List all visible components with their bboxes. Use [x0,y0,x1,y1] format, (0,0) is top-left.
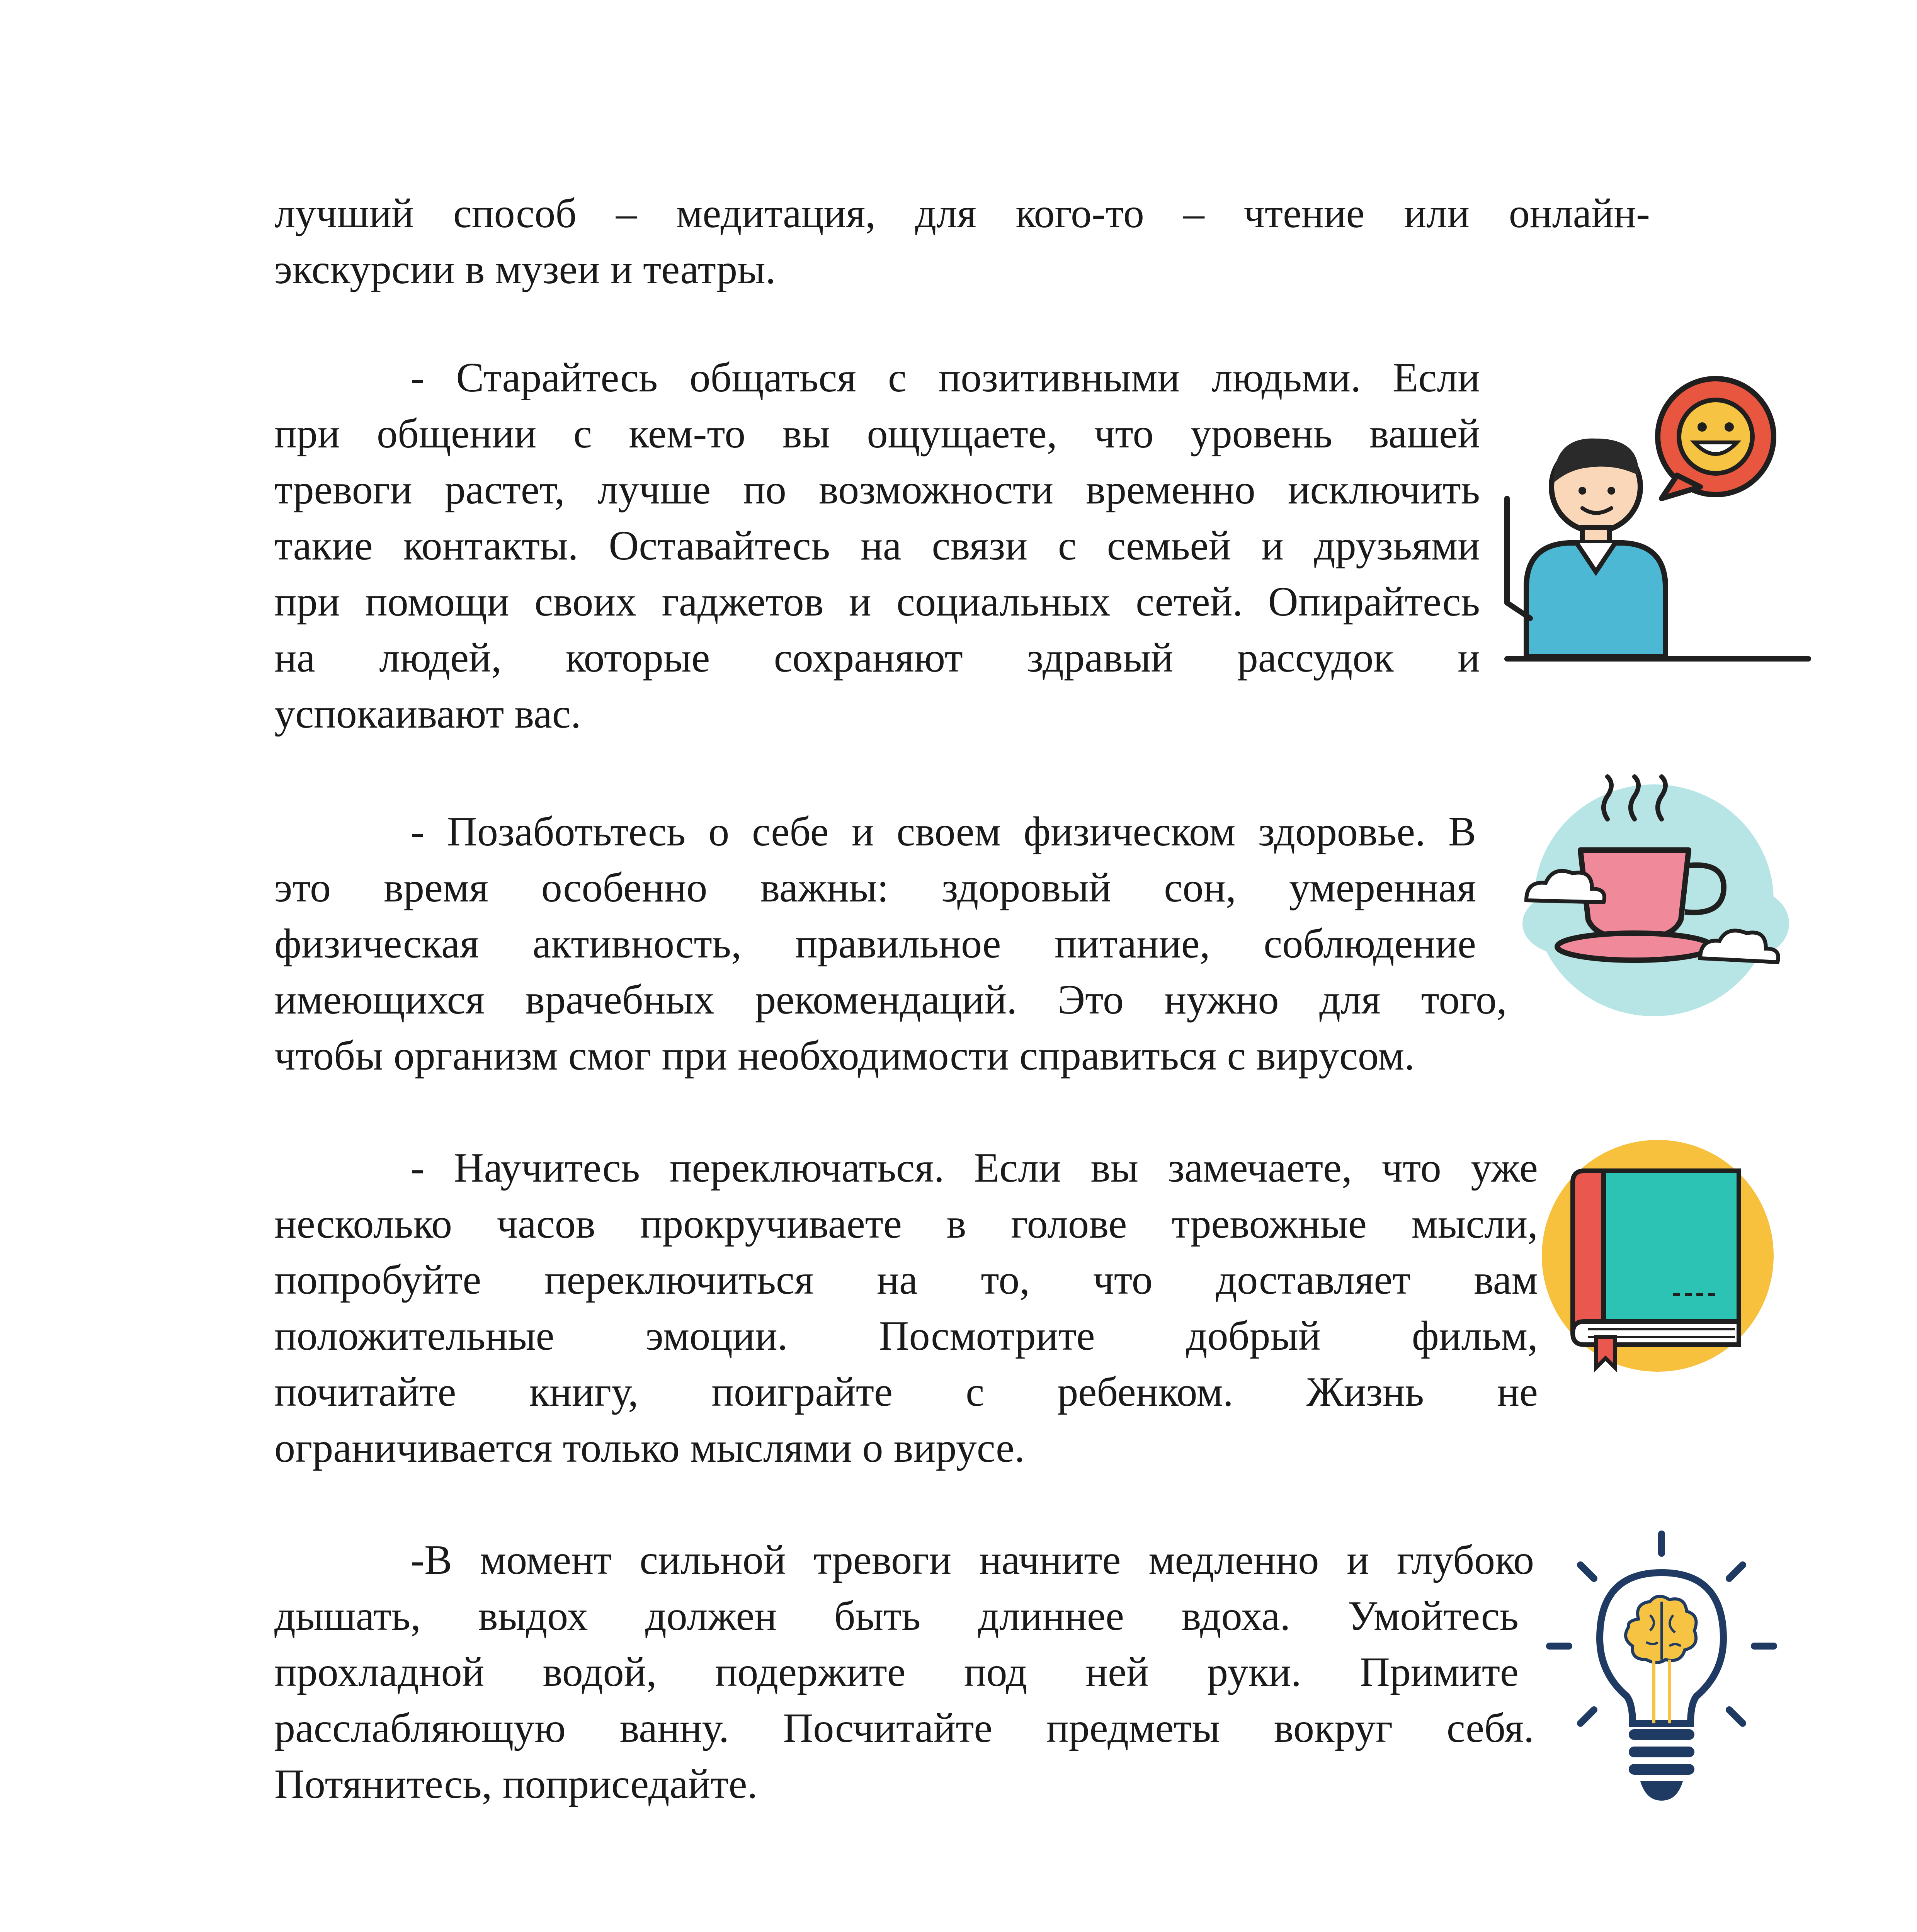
text-line [274,1928,1646,1932]
text-line: несколько часов прокручиваете в голове тревожные мысли, [274,1201,1538,1247]
text-line: это время особенно важны: здоровый сон, умеренная [274,865,1476,911]
text-line: прохладной водой, подержите под ней руки. Примите [274,1649,1519,1695]
paragraph-switching [274,1140,1538,1476]
text-line: дышать, выдох должен быть длиннее вдоха. Умойтесь [274,1593,1519,1639]
text-line: такие контакты. Оставайтесь на связи с семьей и друзьями [274,523,1480,569]
text-line: Потянитесь, поприседайте. [274,1761,758,1807]
text-line: имеющихся врачебных рекомендаций. Это нужно для того, [274,977,1507,1023]
text-line: положительные эмоции. Посмотрите добрый фильм, [274,1313,1538,1359]
paragraph-physical-health [274,804,1507,1084]
text-line: попробуйте переключиться на то, что доставляет вам [274,1257,1538,1303]
text-line: -В момент сильной тревоги начните медленно и глубоко [410,1537,1534,1583]
book-icon [1538,1136,1778,1376]
text-line: при помощи своих гаджетов и социальных сетей. Опирайтесь [274,579,1480,625]
text-line: лучший способ – медитация, для кого-то – чтение или онлайн- [274,190,1650,236]
text-line: экскурсии в музеи и театры. [274,247,776,293]
text-line: - Старайтесь общаться с позитивными людьми. Если [410,355,1480,401]
paragraph-specialists [274,1928,1646,1932]
text-line: расслабляющую ванну. Посчитайте предметы вокруг себя. [274,1705,1534,1751]
text-line: на людей, которые сохраняют здравый рассудок и [274,635,1480,681]
text-line: физическая активность, правильное питание, соблюдение [274,921,1476,967]
text-line: чтобы организм смог при необходимости справиться с вирусом. [274,1033,1415,1079]
text-line: при общении с кем-то вы ощущаете, что уровень вашей [274,411,1480,457]
text-line: - Позаботьтесь о себе и своем физическом здоровье. В [410,809,1476,855]
paragraph-breathing [274,1532,1534,1812]
text-line: ограничивается только мыслями о вирусе. [274,1425,1025,1471]
text-line: успокаивают вас. [274,691,581,737]
text-line: почитайте книгу, поиграйте с ребенком. Жизнь не [274,1369,1538,1415]
paragraph-positive-people [274,350,1480,742]
lightbulb-brain-icon [1542,1530,1781,1824]
paragraph-intro-continuation [274,185,1650,298]
text-line: тревоги растет, лучше по возможности временно исключить [274,467,1480,513]
talking-person-icon [1499,371,1812,665]
tea-cup-icon [1519,773,1789,1020]
text-line: - Научитесь переключаться. Если вы замечаете, что уже [410,1145,1538,1191]
